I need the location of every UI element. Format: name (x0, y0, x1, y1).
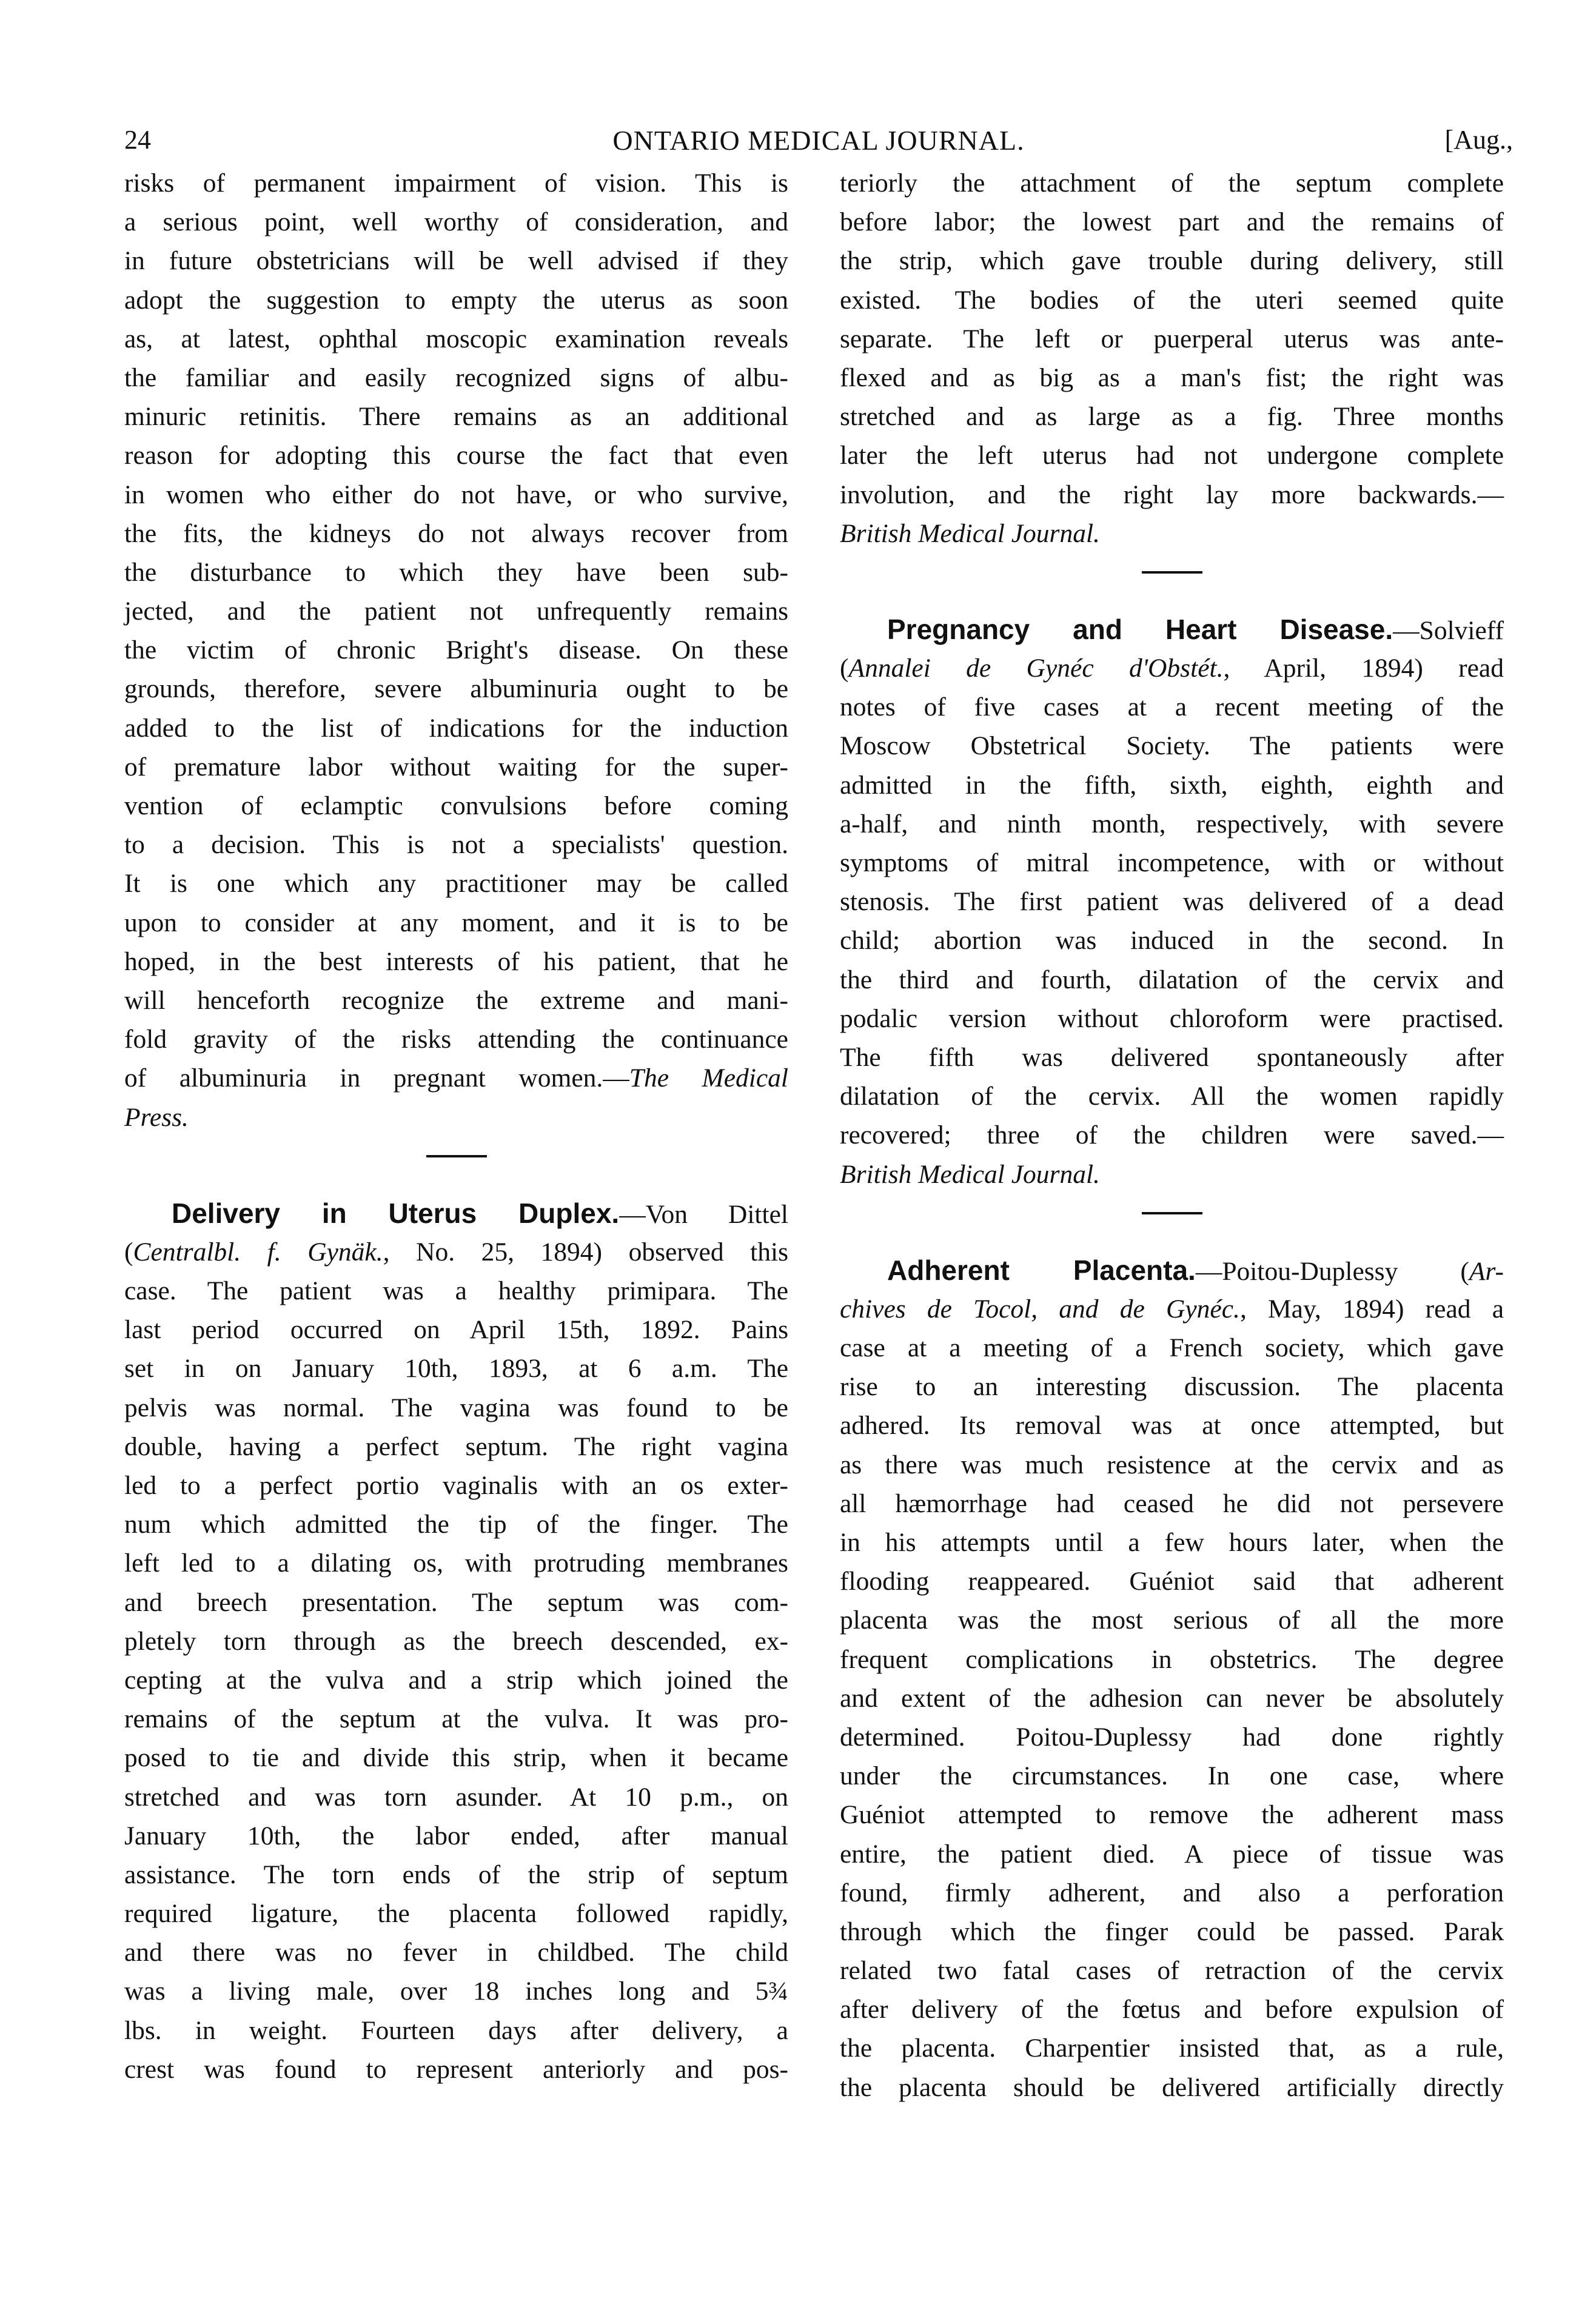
text-line: jected, and the patient not unfrequently remains (124, 597, 788, 626)
text-line: left led to a dilating os, with protruding membranes (124, 1549, 788, 1578)
text-line: the placenta should be delivered artificially directly (840, 2072, 1504, 2102)
section-divider (840, 1194, 1504, 1233)
text-line: in women who either do not have, or who survive, (124, 480, 788, 509)
text-line (840, 1155, 1504, 1194)
text-line: in his attempts until a few hours later, when the (840, 1528, 1504, 1557)
text-line: and extent of the adhesion can never be absolutely (840, 1683, 1504, 1713)
source-citation: British Medical Journal. (840, 518, 1100, 548)
text-line: all hæmorrhage had ceased he did not persevere (840, 1488, 1504, 1518)
text-line: added to the list of indications for the induction (124, 713, 788, 743)
article-heading: Adherent Placenta. (887, 1254, 1196, 1286)
text-line: grounds, therefore, severe albuminuria ought to be (124, 674, 788, 704)
text-line: stretched and as large as a fig. Three months (840, 402, 1504, 432)
text-line: notes of five cases at a recent meeting of the (840, 692, 1504, 722)
text-line: involution, and the right lay more backwards.— (840, 480, 1504, 509)
text-line: hoped, in the best interests of his patient, that he (124, 946, 788, 976)
text-line: num which admitted the tip of the finger. The (124, 1510, 788, 1539)
text-line: in future obstetricians will be well advised if they (124, 246, 788, 276)
text-line: a serious point, well worthy of consideration, and (124, 207, 788, 237)
text-line: the strip, which gave trouble during delivery, still (840, 246, 1504, 276)
text-line: fold gravity of the risks attending the continuance (124, 1025, 788, 1054)
text-line: recovered; three of the children were saved.— (840, 1120, 1504, 1150)
text-line: the disturbance to which they have been sub- (124, 557, 788, 587)
text-line: determined. Poitou-Duplessy had done rightly (840, 1722, 1504, 1752)
text-line: assistance. The torn ends of the strip of septum (124, 1860, 788, 1889)
text-line: risks of permanent impairment of vision. This is (124, 169, 788, 198)
citation-line: chives de Tocol, and de Gynéc., May, 1894) read a (840, 1294, 1504, 1324)
text-line: to a decision. This is not a specialists' question. (124, 830, 788, 860)
article-delivery-uterus-duplex (124, 1194, 788, 2089)
text-line: entire, the patient died. A piece of tissue was (840, 1839, 1504, 1869)
text-line: before labor; the lowest part and the remains of (840, 207, 1504, 237)
text-line: rise to an interesting discussion. The placenta (840, 1372, 1504, 1402)
text-line: set in on January 10th, 1893, at 6 a.m. The (124, 1354, 788, 1384)
text-line: flooding reappeared. Guéniot said that adherent (840, 1567, 1504, 1596)
article-heading: Pregnancy and Heart Disease. (887, 613, 1393, 645)
text-line: case at a meeting of a French society, which gave (840, 1333, 1504, 1363)
journal-citation: Annalei de Gynéc d'Obstét. (848, 654, 1224, 683)
text-line (840, 514, 1504, 553)
text-line: adhered. Its removal was at once attempted, but (840, 1411, 1504, 1441)
article-heading: Delivery in Uterus Duplex. (172, 1197, 620, 1229)
text-line: as, at latest, ophthal moscopic examination reveals (124, 324, 788, 353)
journal-citation: Centralbl. f. Gynäk. (133, 1237, 383, 1267)
journal-title: ONTARIO MEDICAL JOURNAL. (612, 125, 1025, 156)
text-line: of premature labor without waiting for the super- (124, 752, 788, 782)
text-line: cepting at the vulva and a strip which joined the (124, 1665, 788, 1695)
text-line: podalic version without chloroform were practised. (840, 1003, 1504, 1033)
continued-paragraph (840, 164, 1504, 553)
text-line: existed. The bodies of the uteri seemed quite (840, 285, 1504, 315)
citation-line: (Annalei de Gynéc d'Obstét., April, 1894) read (840, 654, 1504, 683)
text-line: posed to tie and divide this strip, when it became (124, 1743, 788, 1773)
text-line: after delivery of the fœtus and before expulsion of (840, 1995, 1504, 2024)
text-line: adopt the suggestion to empty the uterus as soon (124, 285, 788, 315)
issue-month: [Aug., (1444, 125, 1513, 155)
section-divider (124, 1137, 788, 1176)
text-line: January 10th, the labor ended, after manual (124, 1821, 788, 1850)
text-line: through which the finger could be passed. Parak (840, 1917, 1504, 1946)
text-line: separate. The left or puerperal uterus was ante- (840, 324, 1504, 353)
text-line: found, firmly adherent, and also a perforation (840, 1878, 1504, 1907)
text-line: of albuminuria in pregnant women.—The Medical (124, 1063, 788, 1093)
left-column (124, 164, 788, 2089)
text-line: required ligature, the placenta followed rapidly, (124, 1899, 788, 1929)
text-line: frequent complications in obstetrics. The degree (840, 1644, 1504, 1674)
text-line: child; abortion was induced in the second. In (840, 926, 1504, 956)
text-line: a-half, and ninth month, respectively, with severe (840, 809, 1504, 839)
text-line: the third and fourth, dilatation of the cervix and (840, 965, 1504, 994)
text-line: stretched and was torn asunder. At 10 p.m., on (124, 1782, 788, 1812)
text-line: pletely torn through as the breech descended, ex- (124, 1626, 788, 1656)
text-line: double, having a perfect septum. The right vagina (124, 1432, 788, 1461)
text-line: and breech presentation. The septum was com- (124, 1587, 788, 1617)
citation-line: (Centralbl. f. Gynäk., No. 25, 1894) observed this (124, 1237, 789, 1267)
text-line: minuric retinitis. There remains as an additional (124, 402, 788, 432)
text-line: admitted in the fifth, sixth, eighth, eighth and (840, 770, 1504, 800)
journal-citation: chives de Tocol, and de Gynéc. (840, 1294, 1240, 1324)
text-line: The fifth was delivered spontaneously after (840, 1042, 1504, 1072)
article-pregnancy-heart-disease (840, 610, 1504, 1194)
text-line: was a living male, over 18 inches long and 5¾ (124, 1977, 788, 2006)
text-line: will henceforth recognize the extreme and mani- (124, 985, 788, 1015)
text-line: the victim of chronic Bright's disease. On these (124, 635, 788, 665)
text-line: led to a perfect portio vaginalis with an os exter- (124, 1471, 788, 1500)
text-line (124, 1098, 788, 1137)
text-line: teriorly the attachment of the septum complete (840, 169, 1504, 198)
text-line: later the left uterus had not undergone complete (840, 441, 1504, 470)
text-line: pelvis was normal. The vagina was found to be (124, 1393, 788, 1422)
text-line: stenosis. The first patient was delivered of a dead (840, 887, 1504, 917)
text-line: flexed and as big as a man's fist; the right was (840, 363, 1504, 392)
source-citation: Press. (124, 1102, 189, 1132)
text-line: Moscow Obstetrical Society. The patients were (840, 731, 1504, 761)
text-line: the fits, the kidneys do not always recover from (124, 518, 788, 548)
text-line: case. The patient was a healthy primipara. The (124, 1276, 788, 1306)
source-citation: British Medical Journal. (840, 1159, 1100, 1189)
text-line: crest was found to represent anteriorly and pos- (124, 2054, 788, 2084)
text-line: symptoms of mitral incompetence, with or without (840, 848, 1504, 877)
text-line: Guéniot attempted to remove the adherent mass (840, 1800, 1504, 1830)
text-line: the placenta. Charpentier insisted that, as a rule, (840, 2034, 1504, 2063)
article-lead-line: Adherent Placenta.—Poitou-Duplessy (Ar- (887, 1254, 1504, 1286)
text-line: related two fatal cases of retraction of the cervix (840, 1956, 1504, 1986)
source-citation: The Medical (629, 1063, 788, 1093)
text-line: and there was no fever in childbed. The child (124, 1938, 788, 1967)
running-header (124, 124, 1513, 167)
text-line: upon to consider at any moment, and it is to be (124, 908, 788, 937)
text-line: vention of eclamptic convulsions before coming (124, 791, 788, 820)
text-line: dilatation of the cervix. All the women rapidly (840, 1082, 1504, 1111)
text-line: the familiar and easily recognized signs of albu- (124, 363, 788, 392)
text-line: placenta was the most serious of all the more (840, 1606, 1504, 1635)
text-line: It is one which any practitioner may be called (124, 869, 788, 899)
section-divider (840, 553, 1504, 592)
text-line: lbs. in weight. Fourteen days after delivery, a (124, 2015, 788, 2045)
article-adherent-placenta (840, 1251, 1504, 2107)
text-line: as there was much resistence at the cervix and as (840, 1450, 1504, 1479)
article-lead-line: Pregnancy and Heart Disease.—Solvieff (887, 613, 1504, 645)
right-column (840, 164, 1504, 2107)
text-line: under the circumstances. In one case, where (840, 1761, 1504, 1791)
article-lead-line: Delivery in Uterus Duplex.—Von Dittel (172, 1197, 788, 1229)
text-line: reason for adopting this course the fact that even (124, 441, 788, 470)
text-line: last period occurred on April 15th, 1892. Pains (124, 1315, 788, 1345)
continued-paragraph (124, 164, 788, 1137)
page-number: 24 (124, 125, 151, 155)
text-line: remains of the septum at the vulva. It was pro- (124, 1704, 788, 1734)
